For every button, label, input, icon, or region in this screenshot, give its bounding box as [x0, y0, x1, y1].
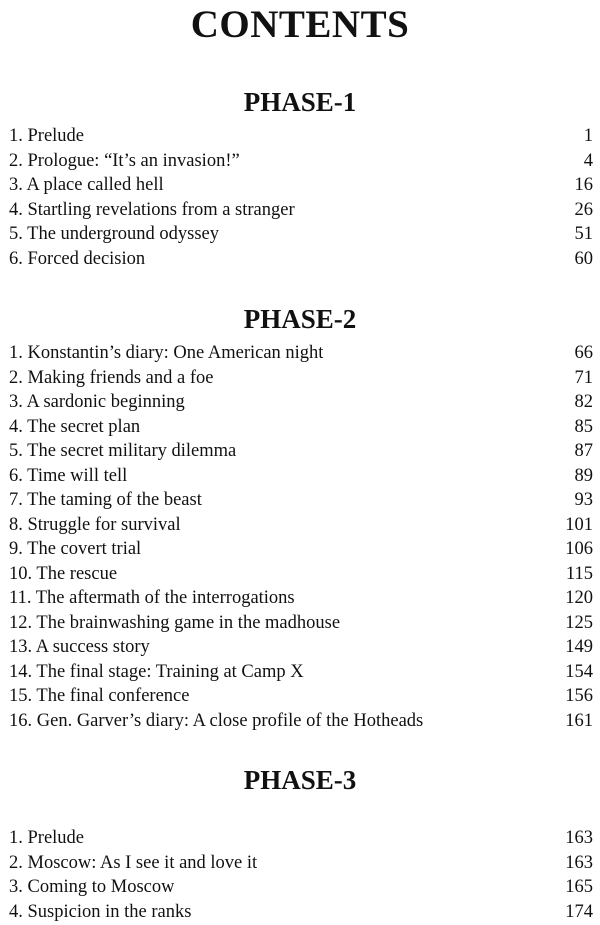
toc-entry	[9, 415, 593, 440]
toc-entry	[9, 851, 593, 876]
toc-entry-page: 1	[583, 126, 593, 146]
toc-entry-title: 5. The underground odyssey	[9, 224, 219, 244]
toc-entry-page: 93	[574, 490, 593, 510]
toc-entry-page: 60	[574, 248, 593, 269]
page-title: CONTENTS	[190, 3, 410, 46]
toc-entry	[9, 900, 593, 925]
toc-entry-title: 13. A success story	[9, 637, 150, 657]
toc-entry-title: 7. The taming of the beast	[9, 490, 202, 510]
toc-entry-page: 71	[574, 367, 593, 388]
toc-entry-title: 12. The brainwashing game in the madhouse	[9, 612, 341, 633]
toc-entry-title: 6. Forced decision	[9, 248, 146, 269]
phase-2-list	[9, 341, 593, 733]
toc-entry	[9, 826, 593, 851]
toc-entry-page: 66	[574, 343, 593, 363]
toc-entry	[9, 660, 593, 685]
toc-entry	[9, 562, 593, 587]
toc-entry-title: 6. Time will tell	[9, 465, 128, 486]
toc-entry-title: 3. Coming to Moscow	[9, 877, 175, 897]
toc-entry	[9, 586, 593, 611]
toc-entry-title: 2. Making friends and a foe	[9, 367, 214, 388]
phase-1-heading: PHASE-1	[243, 87, 357, 117]
toc-entry-title: 3. A place called hell	[9, 175, 164, 195]
toc-entry-title: 8. Struggle for survival	[9, 514, 181, 535]
toc-entry-page: 115	[565, 563, 593, 584]
phase-1-list	[9, 124, 593, 271]
toc-entry-page: 161	[565, 710, 593, 731]
toc-entry	[9, 464, 593, 489]
toc-entry-page: 89	[574, 465, 593, 486]
toc-entry-title: 1. Konstantin’s diary: One American night	[9, 343, 324, 363]
toc-entry	[9, 635, 593, 660]
toc-entry	[9, 198, 593, 223]
toc-entry	[9, 488, 593, 513]
toc-entry	[9, 149, 593, 174]
toc-entry-title: 14. The final stage: Training at Camp X	[9, 661, 304, 682]
toc-entry-title: 2. Prologue: “It’s an invasion!”	[9, 150, 240, 171]
toc-entry-page: 51	[574, 224, 593, 244]
toc-entry	[9, 390, 593, 415]
toc-entry	[9, 173, 593, 198]
toc-entry-title: 3. A sardonic beginning	[9, 392, 185, 412]
toc-entry-page: 87	[574, 441, 593, 461]
toc-entry-page: 165	[565, 877, 593, 897]
toc-entry-page: 85	[574, 416, 593, 437]
toc-entry-page: 163	[565, 828, 593, 848]
toc-entry-title: 10. The rescue	[9, 563, 118, 584]
toc-entry-page: 16	[574, 175, 593, 195]
toc-entry-page: 125	[565, 612, 593, 633]
toc-entry-title: 5. The secret military dilemma	[9, 441, 237, 461]
toc-entry	[9, 684, 593, 709]
toc-entry	[9, 341, 593, 366]
toc-entry-page: 4	[583, 150, 593, 171]
toc-entry-page: 106	[565, 539, 593, 559]
phase-2-heading: PHASE-2	[243, 304, 357, 334]
toc-entry-title: 1. Prelude	[9, 828, 85, 848]
toc-entry-title: 1. Prelude	[9, 126, 85, 146]
toc-entry-page: 174	[565, 901, 593, 922]
toc-entry-page: 149	[565, 637, 593, 657]
toc-entry	[9, 222, 593, 247]
toc-entry-title: 9. The covert trial	[9, 539, 142, 559]
toc-entry	[9, 247, 593, 272]
toc-entry-page: 154	[565, 661, 593, 682]
toc-entry	[9, 537, 593, 562]
toc-entry-page: 82	[574, 392, 593, 412]
toc-entry-page: 156	[565, 686, 593, 706]
toc-entry	[9, 709, 593, 734]
phase-3-heading: PHASE-3	[243, 765, 357, 795]
toc-entry	[9, 439, 593, 464]
toc-entry	[9, 513, 593, 538]
toc-entry	[9, 611, 593, 636]
toc-entry-title: 4. Suspicion in the ranks	[9, 901, 192, 922]
toc-entry-page: 163	[565, 852, 593, 873]
toc-entry-title: 11. The aftermath of the interrogations	[9, 588, 295, 608]
toc-entry-title: 2. Moscow: As I see it and love it	[9, 852, 258, 873]
toc-entry-title: 4. Startling revelations from a stranger	[9, 199, 295, 220]
toc-entry-page: 26	[574, 199, 593, 220]
phase-3-list	[9, 826, 593, 924]
toc-entry	[9, 875, 593, 900]
toc-entry-title: 16. Gen. Garver’s diary: A close profile of the Hotheads	[9, 710, 424, 731]
toc-entry-page: 120	[565, 588, 593, 608]
toc-entry-title: 4. The secret plan	[9, 416, 141, 437]
toc-entry	[9, 124, 593, 149]
toc-entry	[9, 366, 593, 391]
toc-entry-page: 101	[565, 514, 593, 535]
toc-entry-title: 15. The final conference	[9, 686, 190, 706]
